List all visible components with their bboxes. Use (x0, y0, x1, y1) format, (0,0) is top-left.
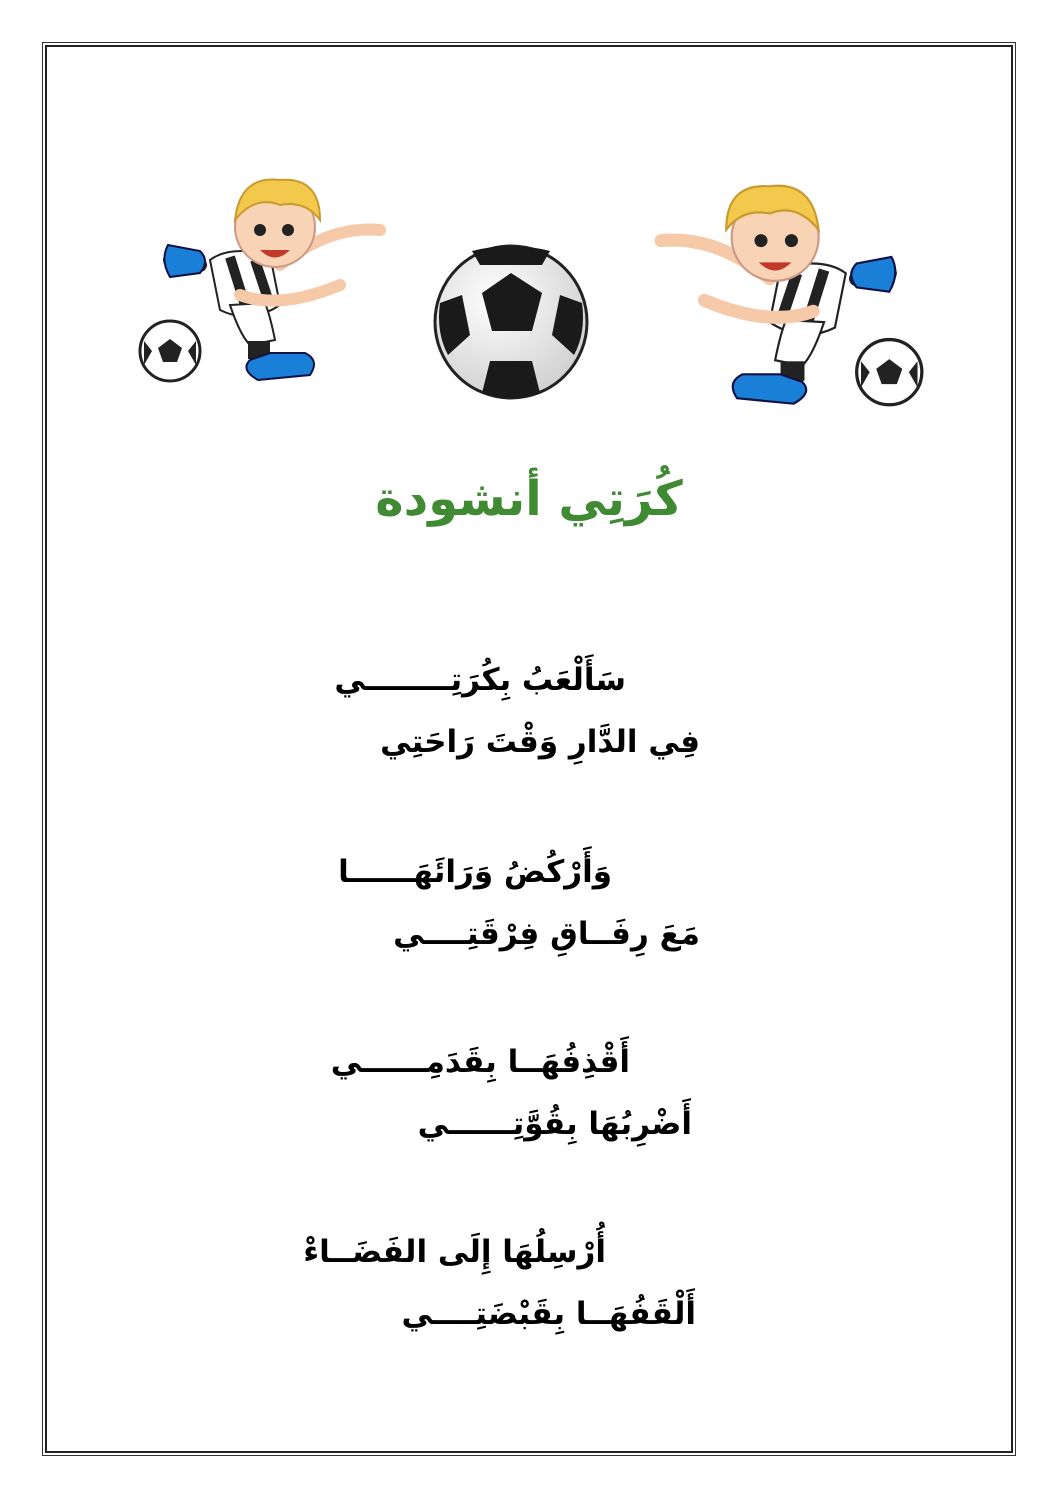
verse-4-line-1: أُرْسِلُهَا إِلَى الفَضَــاءْ (303, 1234, 606, 1270)
small-soccer-ball-left (140, 321, 200, 381)
verse-3-line-2: أَضْرِبُهَا بِقُوَّتِــــــي (417, 1106, 692, 1142)
verse-3-line-1: أَقْذِفُهَــا بِقَدَمِــــــي (330, 1044, 630, 1080)
page-title: كُرَتِي أنشودة (375, 471, 683, 527)
verse-1-line-1: سَأَلْعَبُ بِكُرَتِــــــــي (334, 662, 626, 698)
soccer-ball-illustration (432, 243, 590, 401)
small-soccer-ball-right (857, 340, 922, 405)
boy-kicking-ball-right-illustration (636, 170, 936, 420)
verse-4-line-2: أَلْقَفُهَــا بِقَبْضَتِــــي (401, 1296, 696, 1332)
verse-1-line-2: فِي الدَّارِ وَقْتَ رَاحَتِي (380, 724, 700, 760)
verse-2-line-1: وَأَرْكُضُ وَرَائَهَــــــا (338, 854, 612, 890)
boy-kicking-ball-left-illustration (130, 165, 400, 395)
verse-2-line-2: مَعَ رِفَــاقِ فِرْقَتِــــي (393, 916, 700, 952)
